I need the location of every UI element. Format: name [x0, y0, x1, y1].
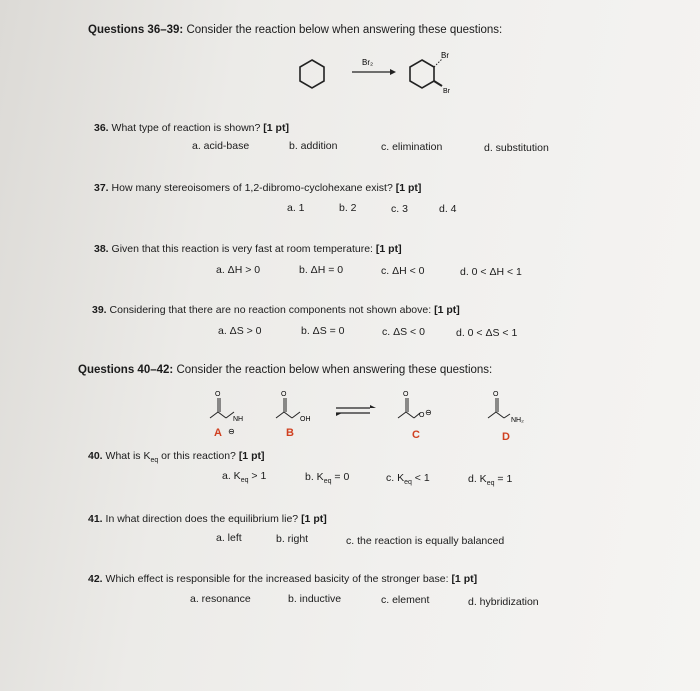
question-text: Considering that there are no reaction components not shown above:	[109, 304, 432, 316]
question-text: In what direction does the equilibrium lie?	[105, 513, 299, 525]
option-subscript: eq	[486, 480, 495, 488]
bromination-reaction-scheme	[290, 48, 470, 100]
option-text-rest: > 1	[248, 470, 267, 482]
q38-option-b[interactable]: b. ΔH = 0	[299, 264, 344, 276]
question-37	[94, 182, 421, 194]
group-label: NH₂	[511, 417, 524, 424]
option-subscript: eq	[404, 479, 412, 487]
structure-c	[398, 391, 432, 441]
option-text-rest: = 0	[331, 471, 350, 483]
question-text-subscript: eq	[150, 457, 159, 465]
reagent-label: Br₂	[362, 58, 374, 67]
cyclohexane-ring	[300, 60, 324, 88]
question-text: Which effect is responsible for the increased basicity of the stronger base:	[105, 573, 449, 585]
structure-a	[210, 391, 243, 439]
q37-option-b[interactable]: b. 2	[339, 202, 357, 214]
question-number: 37.	[94, 182, 109, 194]
q36-option-b[interactable]: b. addition	[289, 140, 338, 152]
q36-option-d[interactable]: d. substitution	[484, 142, 549, 154]
question-number: 38.	[94, 243, 109, 255]
question-36	[94, 122, 289, 134]
q41-option-a[interactable]: a. left	[216, 532, 242, 544]
carbonyl-oxygen-label: O	[281, 391, 287, 398]
q40-option-a[interactable]	[222, 470, 266, 484]
question-39	[92, 304, 460, 316]
section-header-prefix: Questions 40–42:	[78, 364, 174, 376]
q39-option-c[interactable]: c. ΔS < 0	[382, 326, 425, 338]
question-points: [1 pt]	[263, 122, 289, 134]
question-points: [1 pt]	[434, 304, 460, 316]
question-38	[94, 243, 402, 255]
group-label: OH	[300, 416, 311, 423]
option-subscript: eq	[240, 477, 249, 485]
structure-d	[488, 391, 524, 443]
q42-option-c[interactable]: c. element	[381, 594, 430, 606]
option-text: a. K	[222, 470, 241, 482]
q39-option-a[interactable]: a. ΔS > 0	[218, 325, 262, 337]
structure-letter: C	[412, 429, 420, 441]
option-text: d. K	[468, 473, 487, 485]
question-text: How many stereoisomers of 1,2-dibromo-cyclohexane exist?	[111, 182, 393, 194]
question-text: Given that this reaction is very fast at room temperature:	[111, 243, 373, 255]
question-points: [1 pt]	[238, 450, 265, 462]
structure-letter: D	[502, 431, 510, 443]
question-points: [1 pt]	[451, 573, 478, 585]
bromine-top-label: Br	[441, 51, 449, 60]
structure-letter: A	[214, 427, 222, 439]
question-number: 39.	[92, 304, 107, 316]
carbonyl-oxygen-label: O	[493, 391, 499, 398]
question-points: [1 pt]	[375, 243, 402, 255]
carbonyl-oxygen-label: O	[215, 391, 221, 398]
q40-option-b[interactable]	[305, 471, 349, 485]
option-text: c. K	[386, 472, 405, 484]
group-label: O	[419, 412, 425, 419]
question-number: 36.	[94, 122, 109, 134]
q38-option-c[interactable]: c. ΔH < 0	[381, 265, 425, 277]
q41-option-b[interactable]: b. right	[276, 533, 309, 545]
q42-option-b[interactable]: b. inductive	[288, 593, 342, 605]
q38-option-a[interactable]: a. ΔH > 0	[216, 264, 261, 276]
q40-option-d[interactable]	[468, 473, 512, 487]
option-text-rest: < 1	[411, 472, 430, 484]
charge-label: ⊖	[425, 408, 432, 417]
q39-option-b[interactable]: b. ΔS = 0	[301, 325, 345, 337]
section-header-36-39	[88, 24, 502, 36]
charge-label: ⊖	[228, 427, 235, 436]
section-header-prefix: Questions 36–39:	[88, 24, 184, 36]
q37-option-a[interactable]: a. 1	[287, 202, 305, 214]
question-42	[88, 573, 477, 585]
q42-option-d[interactable]: d. hybridization	[468, 596, 539, 608]
q38-option-d[interactable]: d. 0 < ΔH < 1	[460, 266, 522, 278]
dibromocyclohexane-ring	[410, 60, 434, 88]
question-40	[88, 450, 264, 464]
q36-option-a[interactable]: a. acid-base	[192, 140, 250, 152]
question-41	[88, 513, 327, 525]
carbonyl-oxygen-label: O	[403, 391, 409, 398]
question-number: 42.	[88, 573, 103, 585]
section-header-text: Consider the reaction below when answering these questions:	[176, 364, 493, 376]
question-points: [1 pt]	[395, 182, 422, 194]
q37-option-c[interactable]: c. 3	[391, 203, 408, 215]
acid-base-equilibrium-scheme	[200, 384, 560, 446]
structure-letter: B	[286, 427, 294, 439]
question-number: 40.	[88, 450, 103, 462]
question-text-rest: or this reaction?	[158, 450, 236, 462]
question-text: What type of reaction is shown?	[111, 122, 261, 134]
option-subscript: eq	[323, 478, 332, 486]
equilibrium-arrows	[336, 405, 376, 416]
section-header-40-42	[78, 364, 492, 376]
q37-option-d[interactable]: d. 4	[439, 203, 457, 215]
q36-option-c[interactable]: c. elimination	[381, 141, 443, 153]
question-text: What is K	[105, 450, 151, 462]
q41-option-c[interactable]: c. the reaction is equally balanced	[346, 535, 505, 547]
group-label: NH	[233, 416, 244, 423]
structure-b	[276, 391, 311, 439]
q39-option-d[interactable]: d. 0 < ΔS < 1	[456, 327, 518, 339]
option-text-rest: = 1	[494, 473, 513, 485]
q42-option-a[interactable]: a. resonance	[190, 593, 251, 605]
q40-option-c[interactable]	[386, 472, 430, 486]
question-number: 41.	[88, 513, 103, 525]
option-text: b. K	[305, 471, 324, 483]
section-header-text: Consider the reaction below when answering these questions:	[186, 24, 503, 36]
question-points: [1 pt]	[301, 513, 327, 525]
bromine-bottom-label: Br	[443, 88, 450, 95]
